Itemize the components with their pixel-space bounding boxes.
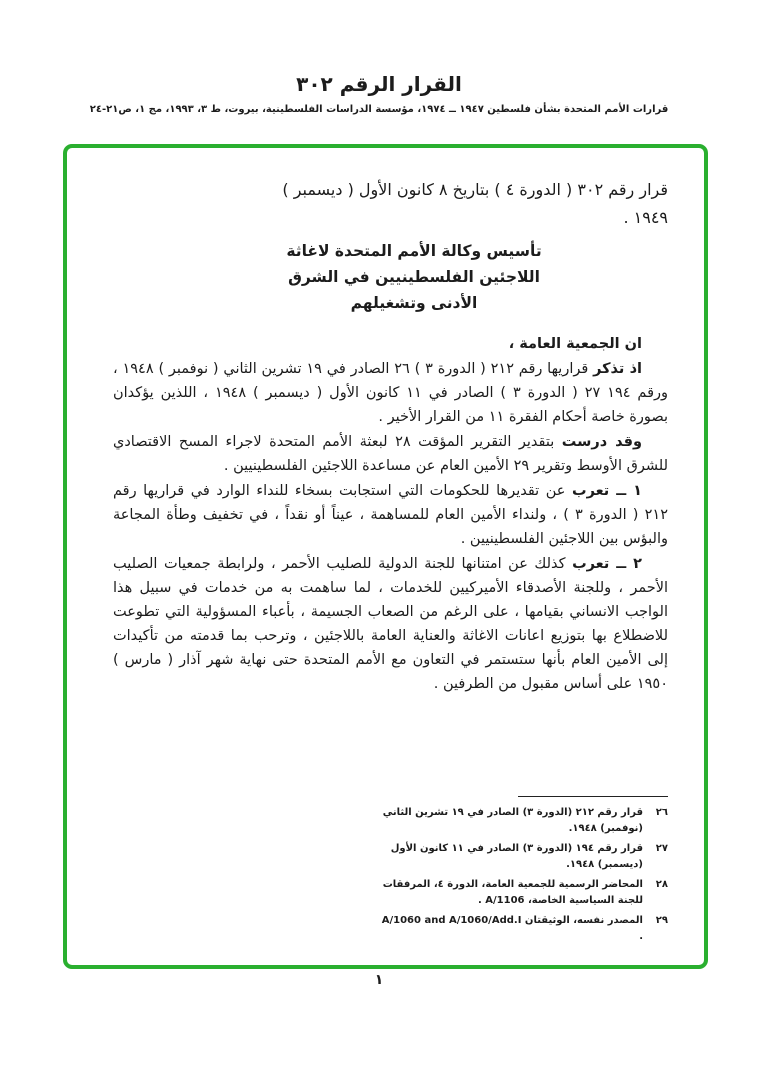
resolution-heading-line1: قرار رقم ٣٠٢ ( الدورة ٤ ) بتاريخ ٨ كانون الأول ( ديسمبر ) xyxy=(282,180,668,199)
resolution-subtitle xyxy=(264,238,564,316)
paragraph xyxy=(113,552,668,696)
paragraph-text: عن تقديرها للحكومات التي استجابت بسخاء للنداء الوارد في قراريها رقم ٢١٢ ( الدورة ٣ ) ، ولنداء الأمين العام للمساهمة ، عيناً أو نقداً ، في تخفيف وطأة المجاعة والبؤس بين اللاجئين الفلسطينيين . xyxy=(113,483,668,547)
footnote xyxy=(380,805,668,836)
footnote xyxy=(380,841,668,872)
paragraph xyxy=(113,430,668,478)
paragraph xyxy=(113,479,668,551)
footnote-text: قرار رقم ٢١٢ (الدورة ٣) الصادر في ١٩ تشرين الثاني (نوفمبر) ١٩٤٨. xyxy=(382,807,643,834)
footnote-number: ٢٧ xyxy=(655,843,668,854)
paragraph xyxy=(113,357,668,429)
resolution-heading-line2: ١٩٤٩ . xyxy=(623,208,668,227)
resolution-subtitle-line: الأدنى وتشغيلهم xyxy=(350,294,478,312)
page-number: ١ xyxy=(374,972,384,988)
footnote-number: ٢٩ xyxy=(655,915,668,926)
paragraph-text: قراريها رقم ٢١٢ ( الدورة ٣ ) ٢٦ الصادر في ١٩ تشرين الثاني ( نوفمبر ) ١٩٤٨ ، ورقم ١٩٤ ٢٧ ( الدورة ٣ ) الصادر في ١١ كانون الأول ( ديسمبر ) ١٩٤٨ ، اللذين يؤكدان بصورة خاصة أحكام الفقرة ١١ من القرار الأخير . xyxy=(113,361,669,425)
paragraph-opening xyxy=(113,332,668,356)
paragraph-lead: ١ ــ تعرب xyxy=(572,483,643,499)
footnote xyxy=(380,913,668,944)
paragraph-lead: وقد درست xyxy=(561,434,642,450)
resolution-subtitle-line: تأسيس وكالة الأمم المتحدة لاغاثة xyxy=(286,242,542,260)
resolution-subtitle-line: اللاجئين الفلسطينيين في الشرق xyxy=(288,268,540,286)
resolution-box xyxy=(63,144,708,969)
paragraph-lead: اذ تذكر xyxy=(593,361,643,377)
footnote-text: المصدر نفسه، الوثيقتان A/1060 and A/1060/Add.I . xyxy=(381,915,643,942)
resolution-content xyxy=(67,148,704,697)
page-title: القرار الرقم ٣٠٢ xyxy=(296,72,462,96)
footnotes-section xyxy=(380,796,668,949)
footnote xyxy=(380,877,668,908)
source-citation: قرارات الأمم المتحدة بشأن فلسطين ١٩٤٧ ــ ١٩٧٤، مؤسسة الدراسات الفلسطينية، بيروت، ط ٣، ١٩٩٣، مج ١، ص٢١-٢٤ xyxy=(89,104,669,115)
paragraph-lead: ان الجمعية العامة ، xyxy=(508,336,642,352)
resolution-heading xyxy=(113,176,668,232)
resolution-body xyxy=(113,332,668,696)
paragraph-text: بتقدير التقرير المؤقت ٢٨ لبعثة الأمم المتحدة لاجراء المسح الاقتصادي للشرق الأوسط وتقرير ٢٩ الأمين العام عن مساعدة اللاجئين الفلسطينيين . xyxy=(113,434,668,474)
footnote-number: ٢٨ xyxy=(655,879,668,890)
footnote-text: المحاضر الرسمية للجمعية العامة، الدورة ٤، المرفقات للجنة السياسية الخاصة، A/1106 . xyxy=(382,879,643,906)
footnote-text: قرار رقم ١٩٤ (الدورة ٣) الصادر في ١١ كانون الأول (ديسمبر) ١٩٤٨. xyxy=(390,843,643,870)
paragraph-lead: ٢ ــ تعرب xyxy=(572,556,643,572)
paragraph-text: كذلك عن امتنانها للجنة الدولية للصليب الأحمر ، ولرابطة جمعيات الصليب الأحمر ، وللجنة الأصدقاء الأميركيين للخدمات ، لما ساهمت به من خدمات في سبيل هذا الواجب الانساني بقيامها ، على الرغم من الصعاب الجسيمة ، بأعباء المسؤولية التي تطوعت للاضطلاع بها بتوزيع اعانات الاغاثة والعناية العامة باللاجئين ، وترحب بما قدمته من تأكيدات إلى الأمين العام بأنها ستستمر في التعاون مع الأمم المتحدة حتى نهاية شهر آذار ( مارس ) ١٩٥٠ على أساس مقبول من الطرفين . xyxy=(113,556,668,692)
footnote-separator xyxy=(518,796,668,797)
footnote-number: ٢٦ xyxy=(655,807,668,818)
